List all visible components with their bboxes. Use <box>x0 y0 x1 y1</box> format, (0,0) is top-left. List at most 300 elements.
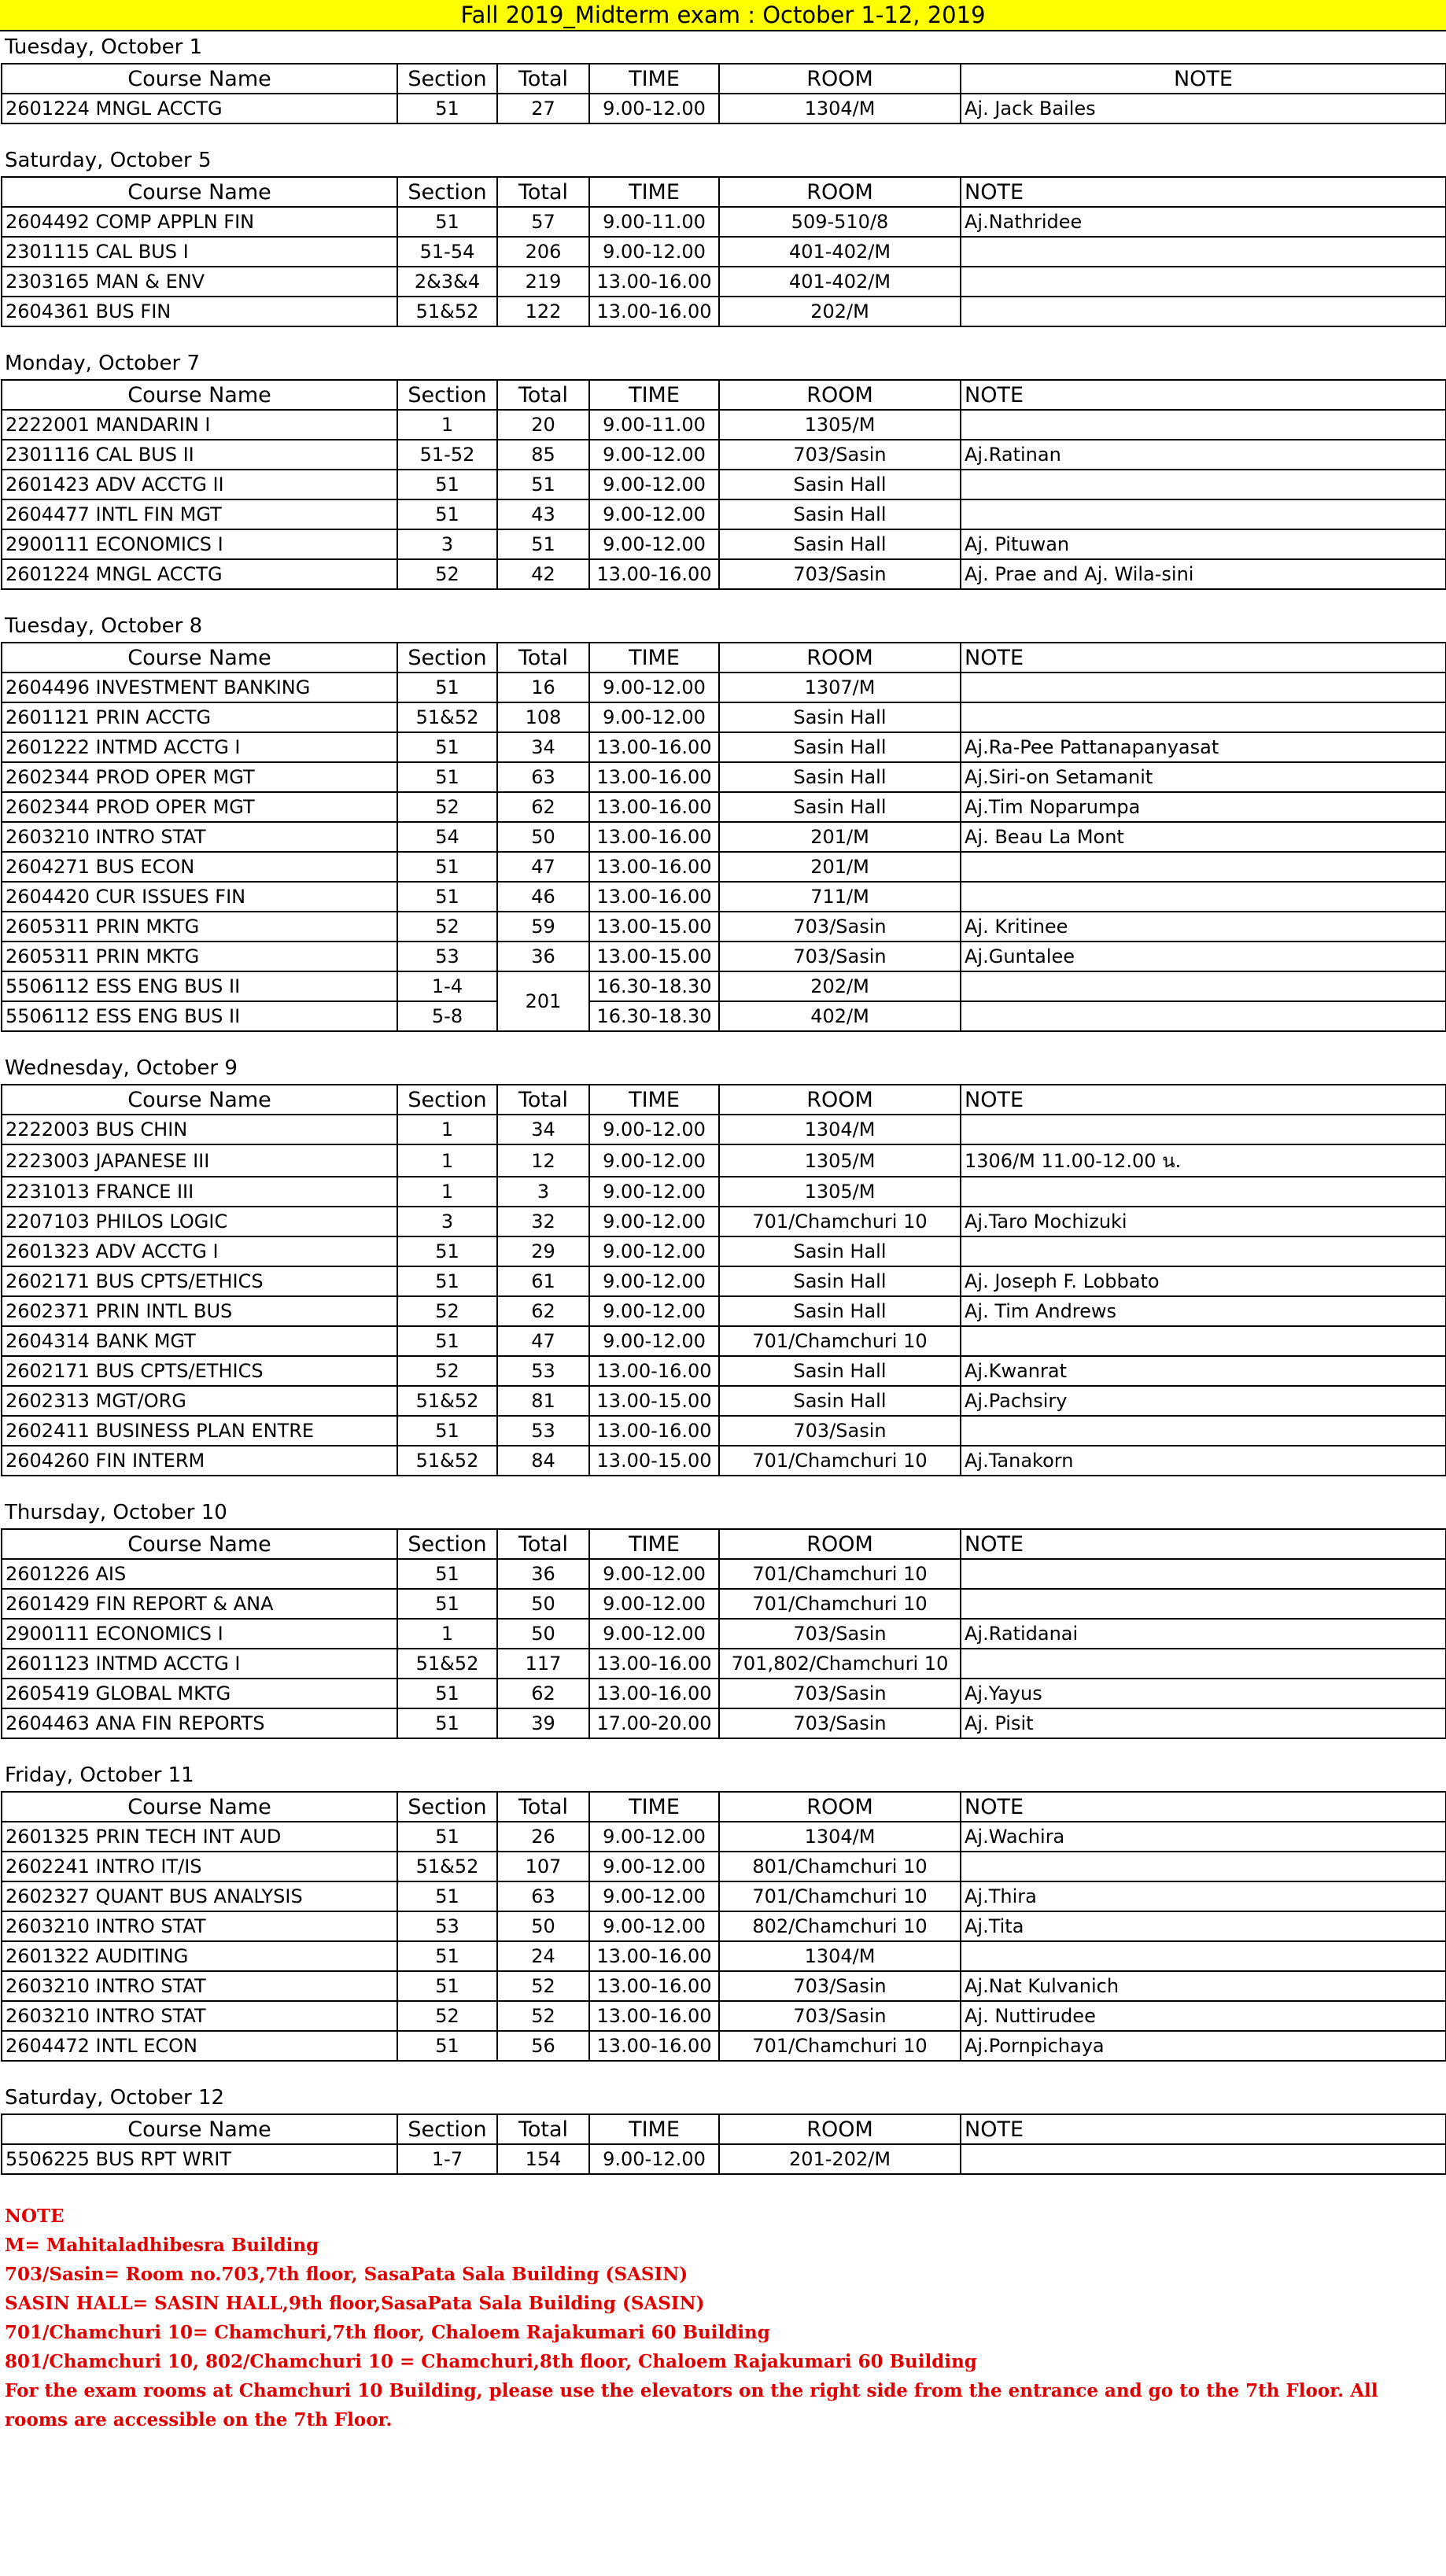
section-cell: 51&52 <box>397 1386 497 1416</box>
course-name-cell: 2900111 ECONOMICS I <box>2 1619 397 1649</box>
note-cell <box>961 882 1446 912</box>
table-row <box>2 1852 1446 1881</box>
total-cell: 50 <box>497 1619 589 1649</box>
note-cell <box>961 1326 1446 1356</box>
total-cell: 81 <box>497 1386 589 1416</box>
section-cell: 1 <box>397 1144 497 1177</box>
total-cell: 50 <box>497 822 589 852</box>
header-course-name: Course Name <box>2 1529 397 1559</box>
course-name-cell: 2602344 PROD OPER MGT <box>2 762 397 792</box>
note-cell: Aj.Tita <box>961 1911 1446 1941</box>
room-cell: 701/Chamchuri 10 <box>719 1446 961 1476</box>
note-cell: Aj.Thira <box>961 1881 1446 1911</box>
note-line: SASIN HALL= SASIN HALL,9th floor,SasaPata Sala Building (SASIN) <box>5 2293 705 2314</box>
table-header-row <box>2 1085 1446 1115</box>
total-cell: 26 <box>497 1822 589 1852</box>
section-cell: 1 <box>397 1177 497 1207</box>
room-cell: 1304/M <box>719 1822 961 1852</box>
time-cell: 13.00-16.00 <box>589 297 719 326</box>
table-row <box>2 792 1446 822</box>
section-cell: 51 <box>397 882 497 912</box>
room-cell: 703/Sasin <box>719 1708 961 1738</box>
room-cell: Sasin Hall <box>719 1236 961 1266</box>
table-row <box>2 529 1446 559</box>
table-row <box>2 673 1446 702</box>
time-cell: 9.00-12.00 <box>589 1236 719 1266</box>
section-cell: 51 <box>397 1559 497 1589</box>
time-cell: 9.00-12.00 <box>589 1852 719 1881</box>
room-cell: 703/Sasin <box>719 912 961 942</box>
header-section: Section <box>397 643 497 673</box>
note-cell: Aj.Pachsiry <box>961 1386 1446 1416</box>
total-cell: 56 <box>497 2031 589 2061</box>
room-cell: 703/Sasin <box>719 1619 961 1649</box>
time-cell: 9.00-12.00 <box>589 1559 719 1589</box>
note-cell: Aj.Nathridee <box>961 207 1446 237</box>
table-row <box>2 1001 1446 1031</box>
course-name-cell: 2605311 PRIN MKTG <box>2 942 397 971</box>
day-section <box>0 590 1446 1032</box>
note-cell: Aj.Yayus <box>961 1679 1446 1708</box>
total-cell: 63 <box>497 762 589 792</box>
course-name-cell: 2601423 ADV ACCTG II <box>2 470 397 499</box>
course-name-cell: 2605419 GLOBAL MKTG <box>2 1679 397 1708</box>
time-cell: 9.00-12.00 <box>589 1115 719 1144</box>
course-name-cell: 2604271 BUS ECON <box>2 852 397 882</box>
header-total: Total <box>497 2114 589 2144</box>
course-name-cell: 2222003 BUS CHIN <box>2 1115 397 1144</box>
course-name-cell: 2604361 BUS FIN <box>2 297 397 326</box>
note-cell: Aj. Pisit <box>961 1708 1446 1738</box>
course-name-cell: 2601429 FIN REPORT & ANA <box>2 1589 397 1619</box>
time-cell: 9.00-12.00 <box>589 1266 719 1296</box>
total-cell: 61 <box>497 1266 589 1296</box>
note-cell <box>961 1559 1446 1589</box>
total-cell: 12 <box>497 1144 589 1177</box>
note-cell <box>961 852 1446 882</box>
room-cell: 703/Sasin <box>719 2001 961 2031</box>
table-row <box>2 852 1446 882</box>
table-row <box>2 1941 1446 1971</box>
table-row <box>2 1911 1446 1941</box>
day-section <box>0 2062 1446 2175</box>
room-cell: 202/M <box>719 971 961 1001</box>
table-row <box>2 1881 1446 1911</box>
table-row <box>2 1236 1446 1266</box>
day-section <box>0 124 1446 327</box>
table-header-row <box>2 64 1446 94</box>
table-header-row <box>2 1529 1446 1559</box>
time-cell: 9.00-12.00 <box>589 1296 719 1326</box>
header-room: ROOM <box>719 64 961 94</box>
table-row <box>2 1446 1446 1476</box>
header-section: Section <box>397 380 497 410</box>
section-cell: 51 <box>397 470 497 499</box>
time-cell: 9.00-12.00 <box>589 1326 719 1356</box>
section-cell: 52 <box>397 792 497 822</box>
room-cell: 401-402/M <box>719 237 961 267</box>
total-cell: 20 <box>497 410 589 440</box>
header-note: NOTE <box>961 2114 1446 2144</box>
header-course-name: Course Name <box>2 1792 397 1822</box>
section-cell: 51 <box>397 673 497 702</box>
room-cell: 201/M <box>719 822 961 852</box>
header-course-name: Course Name <box>2 643 397 673</box>
time-cell: 9.00-12.00 <box>589 1589 719 1619</box>
table-row <box>2 762 1446 792</box>
note-cell: Aj.Ratinan <box>961 440 1446 470</box>
section-cell: 51 <box>397 1941 497 1971</box>
time-cell: 9.00-12.00 <box>589 1822 719 1852</box>
header-time: TIME <box>589 64 719 94</box>
section-cell: 2&3&4 <box>397 267 497 297</box>
course-name-cell: 2601121 PRIN ACCTG <box>2 702 397 732</box>
room-cell: 703/Sasin <box>719 1679 961 1708</box>
course-name-cell: 2603210 INTRO STAT <box>2 1911 397 1941</box>
course-name-cell: 2604472 INTL ECON <box>2 2031 397 2061</box>
room-cell: Sasin Hall <box>719 732 961 762</box>
table-row <box>2 94 1446 123</box>
time-cell: 13.00-16.00 <box>589 1649 719 1679</box>
course-name-cell: 2602327 QUANT BUS ANALYSIS <box>2 1881 397 1911</box>
total-cell: 62 <box>497 1296 589 1326</box>
total-cell: 53 <box>497 1356 589 1386</box>
section-cell: 51&52 <box>397 702 497 732</box>
time-cell: 9.00-12.00 <box>589 237 719 267</box>
note-cell <box>961 1177 1446 1207</box>
total-cell: 117 <box>497 1649 589 1679</box>
table-header-row <box>2 2114 1446 2144</box>
section-cell: 1-4 <box>397 971 497 1001</box>
time-cell: 16.30-18.30 <box>589 971 719 1001</box>
day-heading: Thursday, October 10 <box>5 1501 227 1524</box>
section-spacer <box>0 1476 1446 1497</box>
room-cell: 701/Chamchuri 10 <box>719 2031 961 2061</box>
table-row <box>2 1115 1446 1144</box>
exam-table <box>1 1084 1446 1476</box>
total-cell: 46 <box>497 882 589 912</box>
time-cell: 9.00-11.00 <box>589 207 719 237</box>
section-cell: 1 <box>397 1115 497 1144</box>
total-cell: 108 <box>497 702 589 732</box>
table-row <box>2 1416 1446 1446</box>
time-cell: 13.00-15.00 <box>589 942 719 971</box>
room-cell: 703/Sasin <box>719 1416 961 1446</box>
total-cell: 39 <box>497 1708 589 1738</box>
section-cell: 51 <box>397 1822 497 1852</box>
table-row <box>2 1356 1446 1386</box>
note-elevator-instructions: For the exam rooms at Chamchuri 10 Building, please use the elevators on the right side from the entrance and go to the 7th Floor. All rooms are accessible on the 7th Floor. <box>5 2380 1378 2430</box>
course-name-cell: 2604420 CUR ISSUES FIN <box>2 882 397 912</box>
total-cell: 85 <box>497 440 589 470</box>
note-cell <box>961 297 1446 326</box>
note-cell: Aj. Prae and Aj. Wila-sini <box>961 559 1446 589</box>
exam-schedule <box>0 31 1446 2175</box>
section-cell: 52 <box>397 912 497 942</box>
total-cell: 36 <box>497 942 589 971</box>
time-cell: 13.00-16.00 <box>589 792 719 822</box>
room-cell: 802/Chamchuri 10 <box>719 1911 961 1941</box>
total-cell: 47 <box>497 852 589 882</box>
note-cell: Aj.Taro Mochizuki <box>961 1207 1446 1236</box>
note-cell: Aj. Jack Bailes <box>961 94 1446 123</box>
time-cell: 17.00-20.00 <box>589 1708 719 1738</box>
room-cell: 701/Chamchuri 10 <box>719 1326 961 1356</box>
note-line: 701/Chamchuri 10= Chamchuri,7th floor, Chaloem Rajakumari 60 Building <box>5 2322 770 2343</box>
course-name-cell: 2207103 PHILOS LOGIC <box>2 1207 397 1236</box>
course-name-cell: 2604496 INVESTMENT BANKING <box>2 673 397 702</box>
time-cell: 9.00-12.00 <box>589 2144 719 2174</box>
total-cell: 57 <box>497 207 589 237</box>
table-row <box>2 1649 1446 1679</box>
course-name-cell: 2601325 PRIN TECH INT AUD <box>2 1822 397 1852</box>
table-row <box>2 1679 1446 1708</box>
section-cell: 51 <box>397 1326 497 1356</box>
time-cell: 13.00-15.00 <box>589 1446 719 1476</box>
header-section: Section <box>397 1529 497 1559</box>
time-cell: 13.00-16.00 <box>589 1679 719 1708</box>
note-cell: Aj. Pituwan <box>961 529 1446 559</box>
note-cell <box>961 1649 1446 1679</box>
header-room: ROOM <box>719 1529 961 1559</box>
note-cell: Aj.Ra-Pee Pattanapanyasat <box>961 732 1446 762</box>
note-cell: Aj. Kritinee <box>961 912 1446 942</box>
time-cell: 9.00-12.00 <box>589 1144 719 1177</box>
day-section <box>0 327 1446 590</box>
time-cell: 13.00-16.00 <box>589 1416 719 1446</box>
table-row <box>2 559 1446 589</box>
note-cell <box>961 971 1446 1001</box>
section-spacer <box>0 124 1446 145</box>
table-row <box>2 2031 1446 2061</box>
course-name-cell: 2601222 INTMD ACCTG I <box>2 732 397 762</box>
section-cell: 52 <box>397 559 497 589</box>
time-cell: 13.00-16.00 <box>589 559 719 589</box>
header-room: ROOM <box>719 177 961 207</box>
course-name-cell: 2604477 INTL FIN MGT <box>2 499 397 529</box>
note-cell <box>961 673 1446 702</box>
note-cell <box>961 410 1446 440</box>
course-name-cell: 2602171 BUS CPTS/ETHICS <box>2 1266 397 1296</box>
day-heading: Wednesday, October 9 <box>5 1056 238 1080</box>
course-name-cell: 2604463 ANA FIN REPORTS <box>2 1708 397 1738</box>
section-spacer <box>0 1739 1446 1760</box>
total-cell: 24 <box>497 1941 589 1971</box>
section-spacer <box>0 2062 1446 2082</box>
table-row <box>2 1971 1446 2001</box>
section-cell: 51 <box>397 1708 497 1738</box>
table-row <box>2 942 1446 971</box>
time-cell: 9.00-12.00 <box>589 673 719 702</box>
course-name-cell: 2601224 MNGL ACCTG <box>2 559 397 589</box>
room-cell: Sasin Hall <box>719 792 961 822</box>
course-name-cell: 2603210 INTRO STAT <box>2 1971 397 2001</box>
time-cell: 13.00-16.00 <box>589 762 719 792</box>
room-cell: Sasin Hall <box>719 1356 961 1386</box>
header-course-name: Course Name <box>2 64 397 94</box>
note-line: 801/Chamchuri 10, 802/Chamchuri 10 = Chamchuri,8th floor, Chaloem Rajakumari 60 Building <box>5 2351 977 2372</box>
exam-table <box>1 642 1446 1032</box>
day-section <box>0 1476 1446 1739</box>
time-cell: 13.00-16.00 <box>589 852 719 882</box>
course-name-cell: 2601123 INTMD ACCTG I <box>2 1649 397 1679</box>
time-cell: 13.00-15.00 <box>589 912 719 942</box>
header-total: Total <box>497 177 589 207</box>
notes-section <box>0 2202 1446 2434</box>
room-cell: 202/M <box>719 297 961 326</box>
course-name-cell: 2601226 AIS <box>2 1559 397 1589</box>
note-cell: Aj. Beau La Mont <box>961 822 1446 852</box>
course-name-cell: 2602411 BUSINESS PLAN ENTRE <box>2 1416 397 1446</box>
day-heading: Tuesday, October 1 <box>5 35 203 59</box>
course-name-cell: 2900111 ECONOMICS I <box>2 529 397 559</box>
total-cell: 43 <box>497 499 589 529</box>
note-cell <box>961 237 1446 267</box>
section-cell: 51 <box>397 2031 497 2061</box>
table-row <box>2 1708 1446 1738</box>
time-cell: 9.00-12.00 <box>589 529 719 559</box>
total-cell: 27 <box>497 94 589 123</box>
course-name-cell: 2301116 CAL BUS II <box>2 440 397 470</box>
note-cell: Aj. Tim Andrews <box>961 1296 1446 1326</box>
room-cell: 201-202/M <box>719 2144 961 2174</box>
day-heading: Friday, October 11 <box>5 1763 194 1787</box>
section-spacer <box>0 590 1446 610</box>
header-time: TIME <box>589 1529 719 1559</box>
section-cell: 51 <box>397 1679 497 1708</box>
room-cell: Sasin Hall <box>719 1386 961 1416</box>
total-cell: 59 <box>497 912 589 942</box>
exam-table <box>1 379 1446 590</box>
notes-title: NOTE <box>5 2206 65 2227</box>
time-cell: 13.00-16.00 <box>589 267 719 297</box>
course-name-cell: 2602313 MGT/ORG <box>2 1386 397 1416</box>
header-note: NOTE <box>961 1792 1446 1822</box>
time-cell: 9.00-12.00 <box>589 440 719 470</box>
header-room: ROOM <box>719 1085 961 1115</box>
header-total: Total <box>497 1085 589 1115</box>
note-cell <box>961 1941 1446 1971</box>
header-course-name: Course Name <box>2 1085 397 1115</box>
course-name-cell: 2601224 MNGL ACCTG <box>2 94 397 123</box>
section-spacer <box>0 1032 1446 1052</box>
note-cell <box>961 1589 1446 1619</box>
table-row <box>2 267 1446 297</box>
time-cell: 13.00-16.00 <box>589 2001 719 2031</box>
exam-table <box>1 63 1446 124</box>
header-room: ROOM <box>719 1792 961 1822</box>
section-cell: 1 <box>397 410 497 440</box>
table-row <box>2 297 1446 326</box>
table-row <box>2 1266 1446 1296</box>
room-cell: 703/Sasin <box>719 440 961 470</box>
course-name-cell: 5506112 ESS ENG BUS II <box>2 971 397 1001</box>
header-note: NOTE <box>961 380 1446 410</box>
room-cell: Sasin Hall <box>719 1266 961 1296</box>
header-time: TIME <box>589 177 719 207</box>
note-cell: Aj. Joseph F. Lobbato <box>961 1266 1446 1296</box>
header-room: ROOM <box>719 380 961 410</box>
header-time: TIME <box>589 1085 719 1115</box>
exam-table <box>1 1791 1446 2062</box>
note-cell: Aj.Tim Noparumpa <box>961 792 1446 822</box>
note-cell: 1306/M 11.00-12.00 น. <box>961 1144 1446 1177</box>
total-cell: 29 <box>497 1236 589 1266</box>
header-total: Total <box>497 1792 589 1822</box>
total-cell: 206 <box>497 237 589 267</box>
time-cell: 13.00-16.00 <box>589 732 719 762</box>
day-heading: Monday, October 7 <box>5 352 201 375</box>
note-cell: Aj.Wachira <box>961 1822 1446 1852</box>
section-cell: 54 <box>397 822 497 852</box>
course-name-cell: 2601323 ADV ACCTG I <box>2 1236 397 1266</box>
time-cell: 9.00-12.00 <box>589 1619 719 1649</box>
header-course-name: Course Name <box>2 177 397 207</box>
header-total: Total <box>497 1529 589 1559</box>
note-cell <box>961 499 1446 529</box>
note-line: 703/Sasin= Room no.703,7th floor, SasaPata Sala Building (SASIN) <box>5 2264 688 2285</box>
table-row <box>2 971 1446 1001</box>
time-cell: 13.00-16.00 <box>589 1971 719 2001</box>
total-cell: 52 <box>497 2001 589 2031</box>
section-cell: 5-8 <box>397 1001 497 1031</box>
section-cell: 52 <box>397 1296 497 1326</box>
course-name-cell: 2223003 JAPANESE III <box>2 1144 397 1177</box>
course-name-cell: 2602171 BUS CPTS/ETHICS <box>2 1356 397 1386</box>
day-section <box>0 1739 1446 2062</box>
course-name-cell: 2604492 COMP APPLN FIN <box>2 207 397 237</box>
table-row <box>2 1822 1446 1852</box>
time-cell: 9.00-12.00 <box>589 1911 719 1941</box>
time-cell: 9.00-11.00 <box>589 410 719 440</box>
table-row <box>2 882 1446 912</box>
course-name-cell: 2602371 PRIN INTL BUS <box>2 1296 397 1326</box>
time-cell: 16.30-18.30 <box>589 1001 719 1031</box>
section-cell: 51&52 <box>397 1649 497 1679</box>
room-cell: 703/Sasin <box>719 942 961 971</box>
section-cell: 51&52 <box>397 1852 497 1881</box>
section-cell: 51 <box>397 1971 497 2001</box>
room-cell: Sasin Hall <box>719 1296 961 1326</box>
header-note: NOTE <box>961 643 1446 673</box>
course-name-cell: 2602241 INTRO IT/IS <box>2 1852 397 1881</box>
course-name-cell: 2602344 PROD OPER MGT <box>2 792 397 822</box>
table-row <box>2 2144 1446 2174</box>
total-cell: 34 <box>497 1115 589 1144</box>
course-name-cell: 2603210 INTRO STAT <box>2 822 397 852</box>
room-cell: Sasin Hall <box>719 470 961 499</box>
day-section <box>0 1032 1446 1476</box>
total-cell: 36 <box>497 1559 589 1589</box>
table-row <box>2 440 1446 470</box>
course-name-cell: 2604314 BANK MGT <box>2 1326 397 1356</box>
total-cell: 52 <box>497 1971 589 2001</box>
total-cell: 62 <box>497 1679 589 1708</box>
header-total: Total <box>497 380 589 410</box>
header-note: NOTE <box>961 177 1446 207</box>
time-cell: 13.00-16.00 <box>589 1356 719 1386</box>
table-row <box>2 499 1446 529</box>
total-cell: 3 <box>497 1177 589 1207</box>
time-cell: 9.00-12.00 <box>589 470 719 499</box>
total-cell: 201 <box>497 971 589 1031</box>
total-cell: 63 <box>497 1881 589 1911</box>
total-cell: 50 <box>497 1911 589 1941</box>
page-title: Fall 2019_Midterm exam : October 1-12, 2019 <box>0 0 1446 31</box>
section-cell: 51 <box>397 207 497 237</box>
day-heading: Tuesday, October 8 <box>5 614 203 638</box>
section-cell: 51 <box>397 1589 497 1619</box>
